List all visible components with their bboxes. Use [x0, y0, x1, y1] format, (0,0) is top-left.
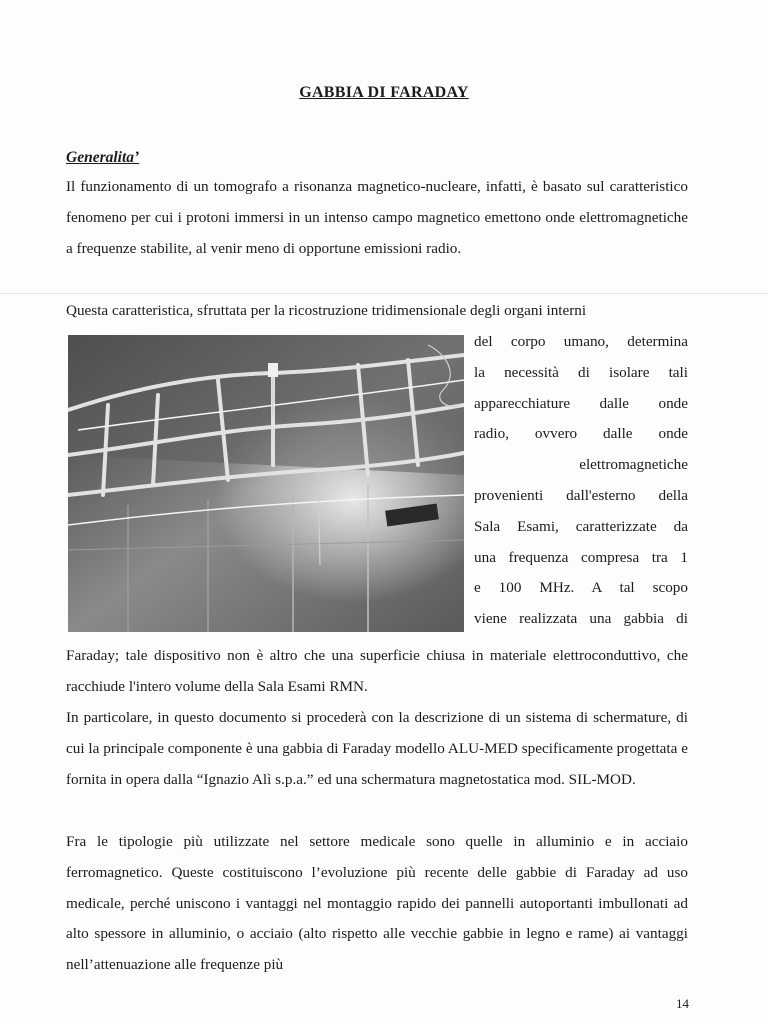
page-title: GABBIA DI FARADAY: [299, 84, 469, 101]
wrapped-line: e 100 MHz. A tal scopo: [474, 579, 688, 597]
faraday-cage-photo: [68, 335, 464, 632]
paragraph-1: Il funzionamento di un tomografo a risonanza magnetico-nucleare, infatti, è basato sul caratteristico fenomeno per cui i protoni immersi in un intenso campo magnetico emettono onde elettromagnetiche a frequenze stabilite, al venir meno di opportune emissioni radio.: [66, 178, 688, 257]
wrapped-line: la necessità di isolare tali: [474, 363, 688, 381]
section-heading: Generalita’: [66, 149, 140, 166]
wrapped-line: Sala Esami, caratterizzate da: [474, 517, 688, 535]
scan-artifact-line: [0, 293, 768, 294]
paragraph-2-first-line: Questa caratteristica, sfruttata per la ricostruzione tridimensionale degli organi interni: [66, 302, 587, 319]
paragraph-2-continuation: Faraday; tale dispositivo non è altro che una superficie chiusa in materiale elettroconduttivo, che racchiude l'intero volume della Sala Esami RMN.: [66, 647, 688, 695]
wrapped-line: viene realizzata una gabbia di: [474, 610, 688, 628]
wrapped-line: radio, ovvero dalle onde: [474, 425, 688, 443]
paragraph-2-wrapped-lines: [474, 327, 688, 635]
wrapped-line: una frequenza compresa tra 1: [474, 548, 688, 566]
paragraph-4: Fra le tipologie più utilizzate nel settore medicale sono quelle in alluminio e in acciaio ferromagnetico. Queste costituiscono l’evoluzione più recente delle gabbie di Faraday ad uso medicale, perché uniscono i vantaggi nel montaggio rapido dei pannelli autoportanti imbullonati ad alto spessore in alluminio, o acciaio (alto rispetto alle vecchie gabbie in legno e rame) ai vantaggi nell’attenuazione alle frequenze più: [66, 833, 688, 974]
page-number: 14: [676, 996, 689, 1011]
wrapped-line: elettromagnetiche: [579, 456, 688, 474]
wrapped-line: del corpo umano, determina: [474, 333, 688, 350]
wrapped-line: provenienti dall'esterno della: [474, 486, 688, 504]
paragraph-3: In particolare, in questo documento si procederà con la descrizione di un sistema di schermature, di cui la principale componente è una gabbia di Faraday modello ALU-MED specificamente progettata e fornita in opera dalla “Ignazio Alì s.p.a.” ed una schermatura magnetostatica mod. SIL-MOD.: [66, 709, 688, 788]
wrapped-line: apparecchiature dalle onde: [474, 394, 688, 412]
